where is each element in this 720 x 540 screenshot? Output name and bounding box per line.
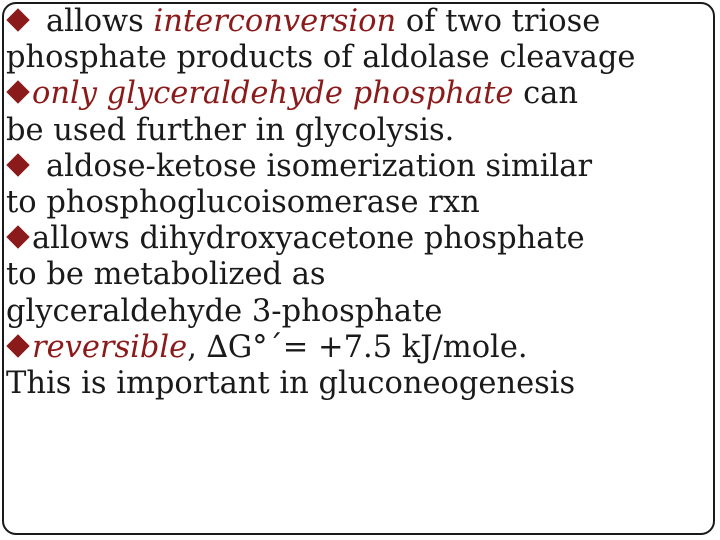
bullet-point-2 bbox=[6, 76, 718, 112]
point-5-post: , ∆G°´= +7.5 kJ/mole. bbox=[187, 329, 528, 365]
bullet-point-3 bbox=[6, 149, 718, 185]
point-5-emphasis: reversible bbox=[32, 329, 188, 365]
diamond-bullet-icon bbox=[6, 153, 29, 176]
diamond-bullet-icon bbox=[6, 8, 29, 31]
point-2-continuation: be used further in glycolysis. bbox=[6, 112, 455, 148]
point-2-post: can bbox=[513, 76, 579, 112]
point-4-pre: allows dihydroxyacetone phosphate bbox=[32, 221, 585, 257]
diamond-bullet-icon bbox=[6, 81, 29, 104]
diamond-bullet-icon bbox=[6, 225, 29, 248]
bullet-point-5 bbox=[6, 330, 718, 366]
point-1-continuation: phosphate products of aldolase cleavage bbox=[6, 40, 636, 76]
point-1-emphasis: interconversion bbox=[153, 4, 397, 39]
point-4-continuation-1: to be metabolized as bbox=[6, 257, 326, 293]
point-3-pre: aldose-ketose isomerization similar bbox=[46, 148, 593, 184]
point-2-emphasis: only glyceraldehyde phosphate bbox=[32, 76, 514, 112]
point-1-pre: allows bbox=[46, 4, 154, 39]
slide-body bbox=[6, 4, 718, 402]
diamond-bullet-icon bbox=[6, 334, 29, 357]
point-3-continuation: to phosphoglucoisomerase rxn bbox=[6, 184, 480, 220]
point-5-continuation: This is important in gluconeogenesis bbox=[6, 365, 576, 401]
bullet-point-4 bbox=[6, 221, 718, 257]
bullet-point-1 bbox=[6, 4, 718, 40]
point-4-continuation-2: glyceraldehyde 3-phosphate bbox=[6, 293, 443, 329]
point-1-post: of two triose bbox=[396, 4, 601, 39]
